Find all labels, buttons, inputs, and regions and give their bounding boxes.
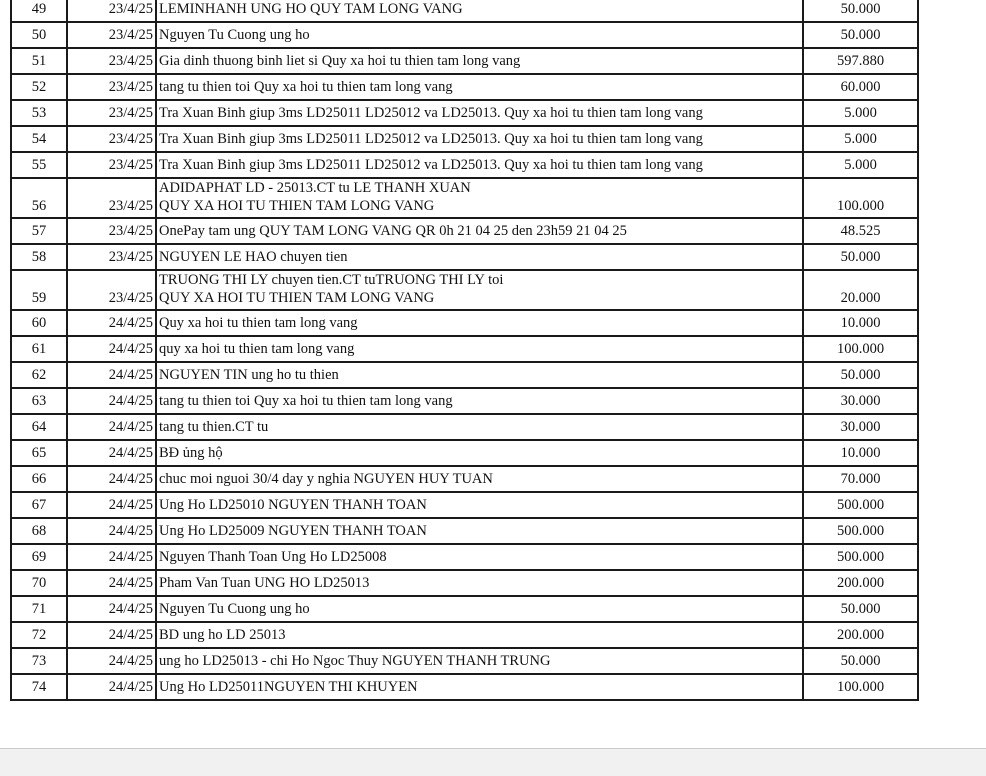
- description-cell: [156, 244, 803, 270]
- table-row: [11, 440, 918, 466]
- description-cell: [156, 570, 803, 596]
- table-row: [11, 362, 918, 388]
- description-line: QUY XA HOI TU THIEN TAM LONG VANG: [159, 198, 435, 214]
- row-number-cell: 55: [11, 152, 67, 178]
- row-number-cell: 52: [11, 74, 67, 100]
- description-line: Ung Ho LD25009 NGUYEN THANH TOAN: [159, 523, 427, 539]
- row-number-cell: 60: [11, 310, 67, 336]
- description-cell: [156, 218, 803, 244]
- description-cell: [156, 336, 803, 362]
- date-cell: 24/4/25: [67, 596, 156, 622]
- date-cell: 24/4/25: [67, 492, 156, 518]
- description-cell: [156, 492, 803, 518]
- amount-cell: 500.000: [803, 492, 918, 518]
- description-line: LEMINHANH UNG HO QUY TAM LONG VANG: [159, 1, 463, 17]
- date-cell: 24/4/25: [67, 648, 156, 674]
- table-row: [11, 518, 918, 544]
- amount-cell: 100.000: [803, 178, 918, 218]
- table-row: [11, 244, 918, 270]
- description-line: TRUONG THI LY chuyen tien.CT tuTRUONG THI LY toi: [159, 272, 504, 288]
- row-number-cell: 58: [11, 244, 67, 270]
- date-cell: 24/4/25: [67, 440, 156, 466]
- table-row: [11, 622, 918, 648]
- description-cell: [156, 362, 803, 388]
- description-line: tang tu thien.CT tu: [159, 419, 269, 435]
- row-number-cell: 61: [11, 336, 67, 362]
- description-cell: [156, 152, 803, 178]
- description-cell: [156, 0, 803, 22]
- description-line: OnePay tam ung QUY TAM LONG VANG QR 0h 21 04 25 den 23h59 21 04 25: [159, 223, 627, 239]
- viewer-footer-bar: [0, 748, 986, 776]
- description-line: NGUYEN TIN ung ho tu thien: [159, 367, 339, 383]
- date-cell: 24/4/25: [67, 414, 156, 440]
- amount-cell: 50.000: [803, 0, 918, 22]
- amount-cell: 5.000: [803, 100, 918, 126]
- row-number-cell: 69: [11, 544, 67, 570]
- row-number-cell: 59: [11, 270, 67, 310]
- table-row: [11, 152, 918, 178]
- amount-cell: 200.000: [803, 570, 918, 596]
- amount-cell: 5.000: [803, 126, 918, 152]
- row-number-cell: 64: [11, 414, 67, 440]
- table-row: [11, 544, 918, 570]
- description-line: BĐ ủng hộ: [159, 445, 223, 461]
- description-line: chuc moi nguoi 30/4 day y nghia NGUYEN HUY TUAN: [159, 471, 493, 487]
- description-cell: [156, 440, 803, 466]
- row-number-cell: 74: [11, 674, 67, 700]
- date-cell: 24/4/25: [67, 388, 156, 414]
- date-cell: 23/4/25: [67, 244, 156, 270]
- description-cell: [156, 48, 803, 74]
- row-number-cell: 62: [11, 362, 67, 388]
- amount-cell: 48.525: [803, 218, 918, 244]
- description-line: Pham Van Tuan UNG HO LD25013: [159, 575, 370, 591]
- row-number-cell: 49: [11, 0, 67, 22]
- description-line: Ung Ho LD25011NGUYEN THI KHUYEN: [159, 679, 418, 695]
- row-number-cell: 71: [11, 596, 67, 622]
- table-row: [11, 570, 918, 596]
- description-line: Tra Xuan Binh giup 3ms LD25011 LD25012 va LD25013. Quy xa hoi tu thien tam long vang: [159, 105, 703, 121]
- ledger-body: [11, 0, 918, 700]
- amount-cell: 50.000: [803, 362, 918, 388]
- amount-cell: 200.000: [803, 622, 918, 648]
- description-line: Nguyen Thanh Toan Ung Ho LD25008: [159, 549, 387, 565]
- description-cell: [156, 622, 803, 648]
- table-row: [11, 336, 918, 362]
- amount-cell: 10.000: [803, 310, 918, 336]
- description-cell: [156, 518, 803, 544]
- description-line: BD ung ho LD 25013: [159, 627, 286, 643]
- table-row: [11, 388, 918, 414]
- description-cell: [156, 388, 803, 414]
- description-cell: [156, 178, 803, 218]
- description-cell: [156, 22, 803, 48]
- amount-cell: 100.000: [803, 336, 918, 362]
- table-row: [11, 22, 918, 48]
- row-number-cell: 50: [11, 22, 67, 48]
- description-line: Ung Ho LD25010 NGUYEN THANH TOAN: [159, 497, 427, 513]
- row-number-cell: 57: [11, 218, 67, 244]
- row-number-cell: 68: [11, 518, 67, 544]
- date-cell: 24/4/25: [67, 622, 156, 648]
- table-row: [11, 674, 918, 700]
- row-number-cell: 72: [11, 622, 67, 648]
- description-line: tang tu thien toi Quy xa hoi tu thien tam long vang: [159, 393, 453, 409]
- date-cell: 23/4/25: [67, 270, 156, 310]
- table-row: [11, 100, 918, 126]
- table-row: [11, 270, 918, 310]
- table-row: [11, 48, 918, 74]
- table-row: [11, 596, 918, 622]
- description-line: Nguyen Tu Cuong ung ho: [159, 27, 310, 43]
- row-number-cell: 51: [11, 48, 67, 74]
- table-row: [11, 492, 918, 518]
- description-line: QUY XA HOI TU THIEN TAM LONG VANG: [159, 290, 435, 306]
- date-cell: 24/4/25: [67, 466, 156, 492]
- table-row: [11, 466, 918, 492]
- date-cell: 23/4/25: [67, 0, 156, 22]
- description-cell: [156, 270, 803, 310]
- date-cell: 23/4/25: [67, 100, 156, 126]
- amount-cell: 20.000: [803, 270, 918, 310]
- row-number-cell: 73: [11, 648, 67, 674]
- donation-ledger-table: [10, 0, 919, 701]
- date-cell: 24/4/25: [67, 336, 156, 362]
- date-cell: 24/4/25: [67, 310, 156, 336]
- table-row: [11, 218, 918, 244]
- date-cell: 24/4/25: [67, 544, 156, 570]
- amount-cell: 50.000: [803, 648, 918, 674]
- table-row: [11, 126, 918, 152]
- description-cell: [156, 310, 803, 336]
- description-line: Nguyen Tu Cuong ung ho: [159, 601, 310, 617]
- description-cell: [156, 596, 803, 622]
- amount-cell: 50.000: [803, 22, 918, 48]
- table-row: [11, 0, 918, 22]
- description-cell: [156, 74, 803, 100]
- description-cell: [156, 126, 803, 152]
- row-number-cell: 70: [11, 570, 67, 596]
- description-line: tang tu thien toi Quy xa hoi tu thien tam long vang: [159, 79, 453, 95]
- description-line: Gia dinh thuong binh liet si Quy xa hoi tu thien tam long vang: [159, 53, 521, 69]
- table-row: [11, 74, 918, 100]
- date-cell: 23/4/25: [67, 48, 156, 74]
- amount-cell: 50.000: [803, 244, 918, 270]
- row-number-cell: 56: [11, 178, 67, 218]
- date-cell: 23/4/25: [67, 152, 156, 178]
- description-cell: [156, 100, 803, 126]
- description-line: ADIDAPHAT LD - 25013.CT tu LE THANH XUAN: [159, 180, 471, 196]
- date-cell: 24/4/25: [67, 518, 156, 544]
- description-line: ung ho LD25013 - chi Ho Ngoc Thuy NGUYEN THANH TRUNG: [159, 653, 551, 669]
- table-row: [11, 414, 918, 440]
- description-line: Tra Xuan Binh giup 3ms LD25011 LD25012 va LD25013. Quy xa hoi tu thien tam long vang: [159, 157, 703, 173]
- row-number-cell: 66: [11, 466, 67, 492]
- amount-cell: 5.000: [803, 152, 918, 178]
- description-cell: [156, 674, 803, 700]
- row-number-cell: 67: [11, 492, 67, 518]
- row-number-cell: 65: [11, 440, 67, 466]
- amount-cell: 30.000: [803, 414, 918, 440]
- row-number-cell: 63: [11, 388, 67, 414]
- date-cell: 24/4/25: [67, 570, 156, 596]
- row-number-cell: 54: [11, 126, 67, 152]
- table-row: [11, 310, 918, 336]
- date-cell: 23/4/25: [67, 74, 156, 100]
- date-cell: 23/4/25: [67, 218, 156, 244]
- description-cell: [156, 414, 803, 440]
- table-row: [11, 648, 918, 674]
- description-cell: [156, 466, 803, 492]
- amount-cell: 30.000: [803, 388, 918, 414]
- description-line: quy xa hoi tu thien tam long vang: [159, 341, 355, 357]
- row-number-cell: 53: [11, 100, 67, 126]
- date-cell: 23/4/25: [67, 178, 156, 218]
- amount-cell: 50.000: [803, 596, 918, 622]
- amount-cell: 597.880: [803, 48, 918, 74]
- amount-cell: 70.000: [803, 466, 918, 492]
- description-cell: [156, 544, 803, 570]
- amount-cell: 500.000: [803, 518, 918, 544]
- amount-cell: 100.000: [803, 674, 918, 700]
- date-cell: 24/4/25: [67, 362, 156, 388]
- date-cell: 24/4/25: [67, 674, 156, 700]
- description-line: Quy xa hoi tu thien tam long vang: [159, 315, 358, 331]
- description-line: Tra Xuan Binh giup 3ms LD25011 LD25012 va LD25013. Quy xa hoi tu thien tam long vang: [159, 131, 703, 147]
- amount-cell: 10.000: [803, 440, 918, 466]
- description-cell: [156, 648, 803, 674]
- amount-cell: 500.000: [803, 544, 918, 570]
- date-cell: 23/4/25: [67, 126, 156, 152]
- description-line: NGUYEN LE HAO chuyen tien: [159, 249, 348, 265]
- amount-cell: 60.000: [803, 74, 918, 100]
- date-cell: 23/4/25: [67, 22, 156, 48]
- table-row: [11, 178, 918, 218]
